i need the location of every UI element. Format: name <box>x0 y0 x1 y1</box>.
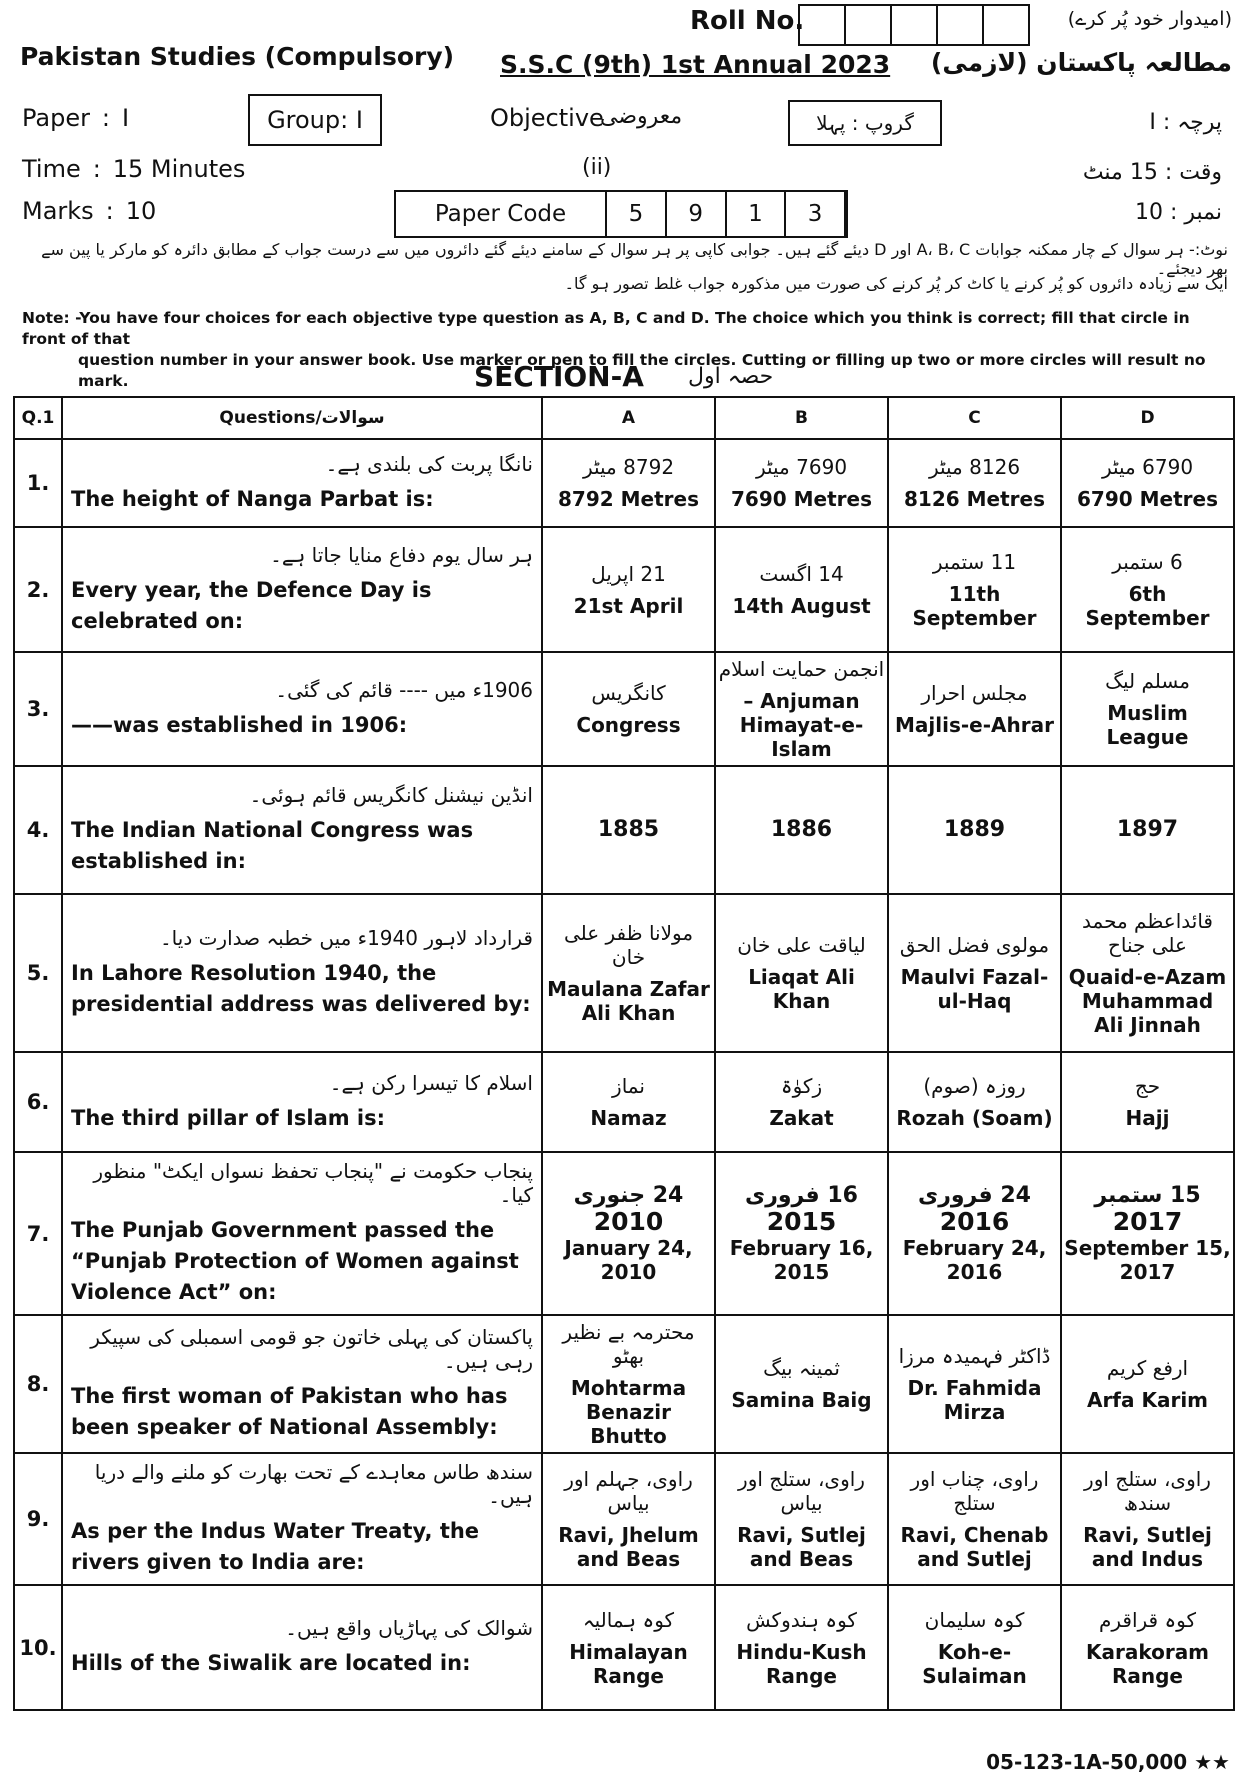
table-row <box>14 1152 1234 1315</box>
option-english: Congress <box>576 713 681 737</box>
option-b <box>715 1052 888 1152</box>
note-english-line-2: question number in your answer book. Use marker or pen to fill the circles. Cutting or filling up two or more circles will result no mark. <box>78 351 1206 390</box>
question-english: The third pillar of Islam is: <box>71 1105 386 1130</box>
question-english: ——was established in 1906: <box>71 712 408 737</box>
option-urdu: ڈاکٹر فہمیدہ مرزا <box>898 1344 1051 1368</box>
option-b <box>715 1585 888 1710</box>
option-urdu: 16 فروری <box>745 1183 858 1208</box>
option-urdu: روزہ (صوم) <box>923 1074 1026 1098</box>
time-info: Time : 15 Minutes <box>22 155 246 183</box>
candidate-fill-note: (امیدوار خود پُر کرے) <box>1067 8 1232 30</box>
option-d <box>1061 1585 1234 1710</box>
question-urdu: شوالک کی پہاڑیاں واقع ہیں۔ <box>285 1616 533 1640</box>
option-english: Maulvi Fazal-ul-Haq <box>900 965 1049 1013</box>
option-a <box>542 439 715 527</box>
time-info-urdu: وقت : 15 منٹ <box>1082 160 1222 185</box>
question-number: 3. <box>14 652 62 766</box>
marks-info-urdu: نمبر : 10 <box>1134 200 1222 225</box>
question-cell <box>62 766 542 894</box>
header-question-number: Q.1 <box>14 397 62 439</box>
option-urdu: ارفع کریم <box>1106 1356 1189 1380</box>
table-row <box>14 766 1234 894</box>
option-b <box>715 439 888 527</box>
section-title: SECTION-A <box>474 360 644 393</box>
option-urdu: 21 اپریل <box>591 561 666 586</box>
paper-code-digit: 3 <box>786 192 846 236</box>
roll-box[interactable] <box>984 6 1028 44</box>
question-cell <box>62 527 542 652</box>
question-english: The Punjab Government passed the “Punjab Protection of Women against Violence Act” on: <box>71 1218 519 1304</box>
question-urdu: ہر سال یوم دفاع منایا جاتا ہے۔ <box>270 542 533 567</box>
table-row <box>14 1315 1234 1453</box>
group-box-urdu: گروپ : پہلا <box>788 100 942 146</box>
question-cell <box>62 1052 542 1152</box>
option-urdu: کوہ ہمالیہ <box>582 1607 675 1632</box>
option-urdu: ثمینہ بیگ <box>763 1356 840 1380</box>
questions-table <box>13 396 1235 1711</box>
marks-value: 10 <box>125 197 157 225</box>
question-urdu: پنجاب حکومت نے "پنجاب تحفظ نسواں ایکٹ" منظور کیا۔ <box>93 1159 533 1207</box>
option-d <box>1061 1315 1234 1453</box>
option-urdu: 6790 میٹر <box>1101 455 1194 479</box>
option-a <box>542 1052 715 1152</box>
header-option-a: A <box>542 397 715 439</box>
time-value: 15 Minutes <box>112 155 246 183</box>
option-urdu: حج <box>1134 1074 1161 1098</box>
question-english: Hills of the Siwalik are located in: <box>71 1651 471 1675</box>
option-b <box>715 894 888 1052</box>
option-english: Mohtarma Benazir Bhutto <box>570 1376 687 1448</box>
option-year: 2017 <box>1112 1207 1183 1236</box>
paper-code-digit: 9 <box>667 192 727 236</box>
question-number: 5. <box>14 894 62 1052</box>
option-urdu: 8126 میٹر <box>928 455 1021 479</box>
header-questions: Questions/سوالات <box>62 397 542 439</box>
option-b <box>715 652 888 766</box>
option-urdu: زکوٰۃ <box>780 1074 823 1098</box>
objective-label-urdu: معروضی <box>600 104 683 129</box>
question-english: Every year, the Defence Day is celebrated on: <box>71 577 432 633</box>
header-option-b: B <box>715 397 888 439</box>
question-english: The height of Nanga Parbat is: <box>71 486 434 511</box>
question-urdu: 1906ء میں ---- قائم کی گئی۔ <box>275 677 533 702</box>
note-urdu-line-2: ایک سے زیادہ دائروں کو پُر کرنے یا کاٹ کر پُر کرنے کی صورت میں مذکورہ جواب غلط تصور ہو گا۔ <box>564 274 1228 293</box>
header-option-c: C <box>888 397 1061 439</box>
question-english: As per the Indus Water Treaty, the rivers given to India are: <box>71 1519 480 1574</box>
option-english: Maulana Zafar Ali Khan <box>547 977 710 1025</box>
table-row <box>14 1453 1234 1585</box>
option-urdu: کوہ سلیمان <box>924 1607 1025 1632</box>
option-c <box>888 652 1061 766</box>
option-d <box>1061 766 1234 894</box>
question-urdu: انڈین نیشنل کانگریس قائم ہوئی۔ <box>249 783 533 807</box>
option-urdu: 24 جنوری <box>573 1183 684 1208</box>
option-d <box>1061 1052 1234 1152</box>
paper-info-urdu: پرچہ : I <box>1149 110 1222 135</box>
question-urdu: پاکستان کی پہلی خاتون جو قومی اسمبلی کی سپیکر رہی ہیں۔ <box>90 1325 533 1373</box>
option-english: Ravi, Chenab and Sutlej <box>900 1523 1049 1571</box>
option-english: September 15, 2017 <box>1064 1236 1231 1284</box>
footer-print-code: 05-123-1A-50,000 ★★ <box>986 1750 1230 1774</box>
option-d <box>1061 652 1234 766</box>
option-urdu: مولانا ظفر علی خان <box>563 921 694 969</box>
option-english: 1885 <box>597 817 660 842</box>
option-d <box>1061 527 1234 652</box>
option-urdu: 14 اگست <box>759 561 844 586</box>
option-year: 2010 <box>593 1207 664 1236</box>
option-english: 14th August <box>732 593 871 618</box>
option-english: Ravi, Sutlej and Beas <box>737 1523 866 1571</box>
option-c <box>888 1585 1061 1710</box>
question-cell <box>62 1585 542 1710</box>
option-d <box>1061 1152 1234 1315</box>
option-english: Himalayan Range <box>569 1639 688 1688</box>
option-urdu: کوہ قراقرم <box>1098 1607 1197 1632</box>
question-number: 6. <box>14 1052 62 1152</box>
group-box: Group: I <box>248 94 382 146</box>
option-english: Zakat <box>769 1106 834 1130</box>
option-english: February 24, 2016 <box>902 1236 1047 1284</box>
table-row <box>14 894 1234 1052</box>
question-english: The Indian National Congress was established in: <box>71 818 474 873</box>
option-urdu: مولوی فضل الحق <box>899 933 1050 957</box>
roll-box[interactable] <box>938 6 984 44</box>
option-english: 6th September <box>1085 581 1210 630</box>
table-row <box>14 527 1234 652</box>
option-english: Rozah (Soam) <box>896 1106 1053 1130</box>
question-english: In Lahore Resolution 1940, the presidential address was delivered by: <box>71 961 531 1016</box>
option-english: Liaqat Ali Khan <box>748 965 855 1013</box>
paper-label: Paper <box>22 104 90 132</box>
part-number: (ii) <box>582 155 612 180</box>
table-row <box>14 1585 1234 1710</box>
option-year: 2015 <box>766 1207 837 1236</box>
paper-code-box <box>394 190 848 238</box>
option-a <box>542 894 715 1052</box>
option-urdu: لیاقت علی خان <box>737 933 866 957</box>
header-option-d: D <box>1061 397 1234 439</box>
option-urdu: کانگریس <box>591 681 666 705</box>
paper-code-digit: 5 <box>607 192 667 236</box>
question-english: The first woman of Pakistan who has been speaker of National Assembly: <box>71 1384 508 1439</box>
question-cell <box>62 652 542 766</box>
option-english: Quaid-e-Azam Muhammad Ali Jinnah <box>1068 965 1227 1037</box>
option-urdu: انجمن حمایت اسلام <box>718 657 885 681</box>
option-urdu: راوی، ستلج اور سندھ <box>1084 1467 1211 1515</box>
option-urdu: راوی، چناب اور ستلج <box>910 1467 1039 1515</box>
option-b <box>715 766 888 894</box>
roll-box[interactable] <box>800 6 846 44</box>
option-a <box>542 652 715 766</box>
option-d <box>1061 894 1234 1052</box>
time-label: Time <box>22 155 81 183</box>
option-a <box>542 1585 715 1710</box>
roll-box[interactable] <box>892 6 938 44</box>
option-c <box>888 1052 1061 1152</box>
option-english: Hajj <box>1125 1106 1170 1130</box>
table-row <box>14 652 1234 766</box>
option-english: 1886 <box>770 817 833 842</box>
option-english: Arfa Karim <box>1086 1388 1209 1412</box>
objective-label: Objective <box>490 104 604 132</box>
option-english: 1897 <box>1116 817 1179 842</box>
option-b <box>715 1152 888 1315</box>
option-a <box>542 1453 715 1585</box>
section-title-urdu: حصہ اول <box>688 364 774 389</box>
option-english: 21st April <box>573 593 684 618</box>
question-number: 2. <box>14 527 62 652</box>
option-c <box>888 439 1061 527</box>
option-urdu: محترمہ بے نظیر بھٹو <box>562 1320 695 1368</box>
option-english: January 24, 2010 <box>564 1236 693 1284</box>
option-english: 6790 Metres <box>1077 487 1218 511</box>
question-number: 4. <box>14 766 62 894</box>
option-english: Ravi, Jhelum and Beas <box>558 1523 699 1571</box>
question-number: 8. <box>14 1315 62 1453</box>
option-b <box>715 527 888 652</box>
option-c <box>888 527 1061 652</box>
option-d <box>1061 439 1234 527</box>
option-english: Karakoram Range <box>1085 1639 1210 1688</box>
option-urdu: راوی، ستلج اور بیاس <box>738 1467 865 1515</box>
table-row <box>14 1052 1234 1152</box>
option-english: Koh-e-Sulaiman <box>922 1639 1027 1688</box>
option-urdu: 7690 میٹر <box>755 455 848 479</box>
option-urdu: قائداعظم محمد علی جناح <box>1082 909 1213 957</box>
question-number: 9. <box>14 1453 62 1585</box>
option-c <box>888 766 1061 894</box>
paper-code-label: Paper Code <box>396 192 607 236</box>
paper-value: I <box>121 104 130 132</box>
option-urdu: کوہ ہندوکش <box>746 1607 857 1632</box>
marks-label: Marks <box>22 197 94 225</box>
question-urdu: سندھ طاس معاہدے کے تحت بھارت کو ملنے والے دریا ہیں۔ <box>94 1460 533 1508</box>
option-english: – Anjuman Himayat-e-Islam <box>739 689 864 761</box>
subject-title-urdu: مطالعہ پاکستان (لازمی) <box>930 48 1232 77</box>
question-cell <box>62 1315 542 1453</box>
option-c <box>888 1453 1061 1585</box>
option-a <box>542 1152 715 1315</box>
option-english: Ravi, Sutlej and Indus <box>1083 1523 1212 1571</box>
option-c <box>888 894 1061 1052</box>
option-english: 8126 Metres <box>904 487 1045 511</box>
option-english: 7690 Metres <box>731 487 872 511</box>
question-number: 7. <box>14 1152 62 1315</box>
option-english: Dr. Fahmida Mirza <box>907 1376 1042 1424</box>
option-c <box>888 1152 1061 1315</box>
option-english: 11th September <box>912 581 1037 630</box>
paper-info: Paper : I <box>22 104 130 132</box>
table-header-row <box>14 397 1234 439</box>
roll-number-label: Roll No. <box>690 6 805 36</box>
option-english: 8792 Metres <box>558 487 699 511</box>
note-urdu-line-1: نوٹ:- ہر سوال کے چار ممکنہ جوابات A، B، C اور D دیئے گئے ہیں۔ جوابی کاپی پر ہر سوال کے سامنے دیئے گئے دائروں میں سے درست جواب کے مطابق دائرہ کو مارکر یا پین سے بھر دیجئے۔ <box>41 240 1228 278</box>
option-b <box>715 1453 888 1585</box>
question-cell <box>62 1152 542 1315</box>
option-a <box>542 1315 715 1453</box>
option-urdu: 8792 میٹر <box>582 455 675 479</box>
option-a <box>542 766 715 894</box>
roll-number-boxes[interactable] <box>798 4 1030 46</box>
table-row <box>14 439 1234 527</box>
option-urdu: مسلم لیگ <box>1105 669 1190 693</box>
note-english-line-1: Note: -You have four choices for each objective type question as A, B, C and D. The choice which you think is correct; fill that circle in front of that <box>22 309 1190 348</box>
option-a <box>542 527 715 652</box>
option-urdu: 6 ستمبر <box>1112 549 1183 574</box>
option-urdu: 24 فروری <box>918 1183 1031 1208</box>
question-cell <box>62 894 542 1052</box>
option-urdu: نماز <box>612 1074 645 1098</box>
subject-title: Pakistan Studies (Compulsory) <box>20 42 455 71</box>
question-cell <box>62 1453 542 1585</box>
question-urdu: اسلام کا تیسرا رکن ہے۔ <box>329 1070 533 1095</box>
option-english: Majlis-e-Ahrar <box>895 713 1054 737</box>
option-urdu: مجلس احرار <box>921 681 1028 705</box>
option-english: Muslim League <box>1106 701 1189 749</box>
option-d <box>1061 1453 1234 1585</box>
option-english: Namaz <box>590 1106 667 1130</box>
option-english: Hindu-Kush Range <box>736 1639 867 1688</box>
option-english: February 16, 2015 <box>729 1236 874 1284</box>
question-number: 10. <box>14 1585 62 1710</box>
paper-code-digit: 1 <box>727 192 787 236</box>
option-urdu: 15 ستمبر <box>1094 1183 1201 1208</box>
option-urdu: 11 ستمبر <box>932 549 1017 574</box>
option-c <box>888 1315 1061 1453</box>
roll-box[interactable] <box>846 6 892 44</box>
option-english: 1889 <box>943 817 1006 842</box>
exam-title: S.S.C (9th) 1st Annual 2023 <box>500 50 891 79</box>
option-english: Samina Baig <box>731 1388 872 1412</box>
option-b <box>715 1315 888 1453</box>
marks-info: Marks : 10 <box>22 197 157 225</box>
question-urdu: نانگا پربت کی بلندی ہے۔ <box>325 451 533 476</box>
question-urdu: قرارداد لاہور 1940ء میں خطبہ صدارت دیا۔ <box>159 926 533 950</box>
option-year: 2016 <box>939 1207 1010 1236</box>
option-urdu: راوی، جہلم اور بیاس <box>564 1467 693 1515</box>
question-number: 1. <box>14 439 62 527</box>
question-cell <box>62 439 542 527</box>
